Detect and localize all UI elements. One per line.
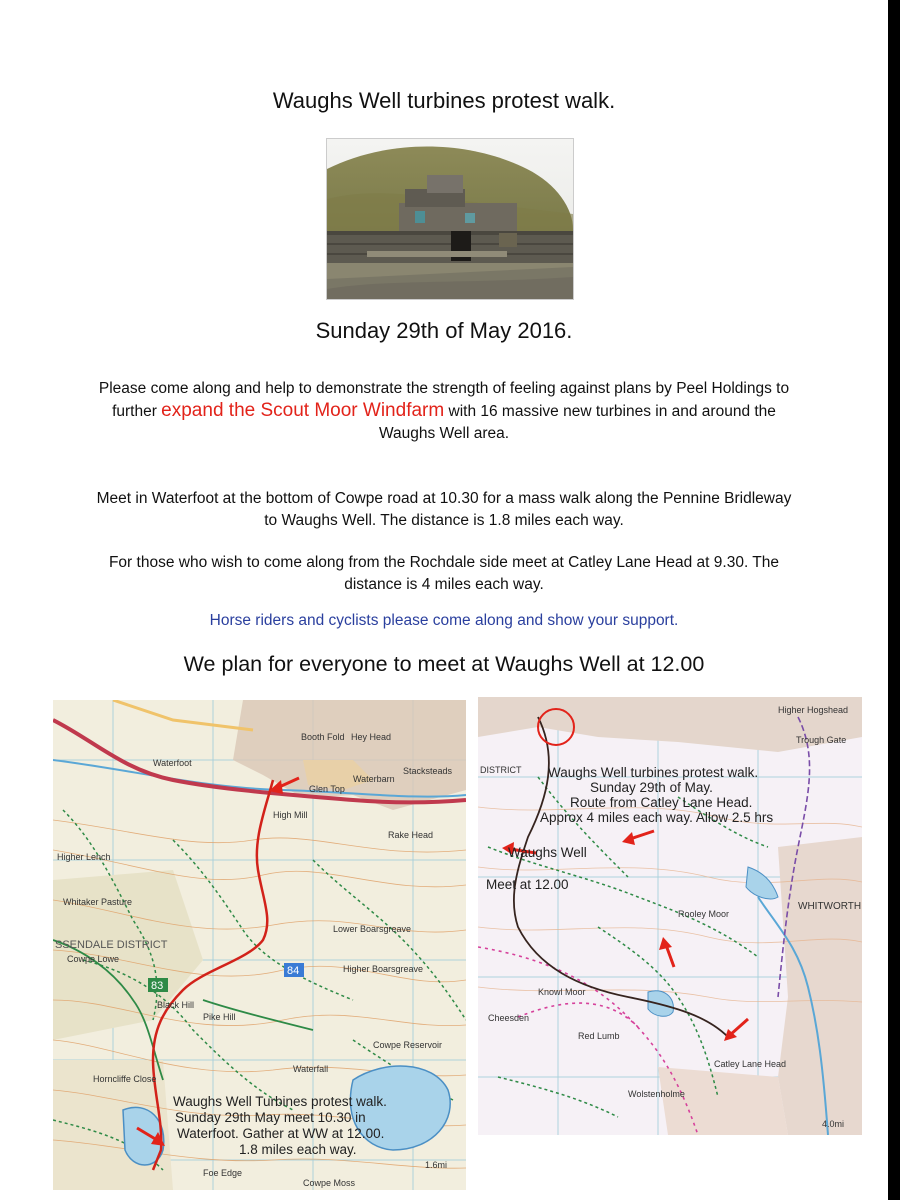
map-right-label: Cheesden: [488, 1013, 530, 1023]
annotation-line: Sunday 29th of May.: [590, 780, 713, 795]
map-right-label: Rooley Moor: [678, 909, 730, 919]
map-left-label: Whitaker Pasture: [63, 897, 133, 907]
map-left-label: Waterfall: [293, 1064, 329, 1074]
map-right-label: Red Lumb: [578, 1031, 620, 1041]
waughs-well-photo: [326, 138, 574, 300]
map-right-annotation: [540, 765, 773, 825]
intro-paragraph: [90, 378, 798, 445]
map-left-label: Waterbarn: [353, 774, 395, 784]
annotation-line: Waughs Well Turbines protest walk.: [173, 1094, 387, 1109]
map-left-label: Cowpe Lowe: [67, 954, 120, 964]
intro-text-before: Please come along and help to demonstrate the strength of feeling against plans by Peel Holdings to further: [98, 380, 790, 420]
map-left-label: Higher Boarsgreave: [343, 964, 424, 974]
waughs-well-label: Waughs Well: [508, 845, 587, 860]
annotation-line: Waughs Well turbines protest walk.: [548, 765, 759, 780]
map-right-label: Wolstenholme: [628, 1089, 685, 1099]
map-left-label: Lower Boarsgreave: [333, 924, 412, 934]
map-right-scale: 4.0mi: [822, 1119, 845, 1129]
map-right-label: Catley Lane Head: [714, 1059, 787, 1069]
map-left-label: Glen Top: [309, 784, 345, 794]
meet-time-label: Meet at 12.00: [486, 877, 569, 892]
annotation-line: Waterfoot. Gather at WW at 12.00.: [177, 1126, 385, 1141]
map-right-label: Knowl Moor: [538, 987, 586, 997]
event-date: Sunday 29th of May 2016.: [315, 318, 573, 343]
map-left-label: Hey Head: [351, 732, 392, 742]
map-right-label: WHITWORTH: [798, 901, 862, 912]
annotation-line: Route from Catley Lane Head.: [570, 795, 753, 810]
map-left-label: Pike Hill: [203, 1012, 236, 1022]
page-title: Waughs Well turbines protest walk.: [272, 88, 616, 113]
map-right-label: Higher Hogshead: [778, 705, 849, 715]
waterfoot-route-map: [53, 700, 466, 1190]
map-left-label: High Mill: [273, 810, 308, 820]
map-left-label: Booth Fold: [301, 732, 345, 742]
meet-waterfoot-paragraph: Meet in Waterfoot at the bottom of Cowpe road at 10.30 for a mass walk along the Pennine Bridleway to Waughs Well. The distance is 1.8 miles each way.: [96, 490, 792, 529]
svg-text:83: 83: [151, 980, 164, 992]
map-left-label: Higher Lench: [57, 852, 111, 862]
intro-text-after: with 16 massive new turbines in and around the Waughs Well area.: [378, 403, 776, 442]
map-left-label: Foe Edge: [203, 1168, 243, 1178]
annotation-line: Approx 4 miles each way. Allow 2.5 hrs: [540, 810, 774, 825]
annotation-line: Sunday 29th May meet 10.30 in: [175, 1110, 366, 1125]
map-right-label: Trough Gate: [796, 735, 847, 745]
map-left-label: Stacksteads: [403, 766, 453, 776]
annotation-line: 1.8 miles each way.: [239, 1142, 357, 1157]
riders-paragraph: Horse riders and cyclists please come along and show your support.: [209, 612, 679, 629]
map-left-label: Rake Head: [388, 830, 434, 840]
meeting-headline: We plan for everyone to meet at Waughs Well at 12.00: [183, 652, 705, 676]
map-left-label: Horncliffe Close: [93, 1074, 157, 1084]
catley-lane-route-map: [478, 697, 862, 1135]
map-left-label: Cowpe Moss: [303, 1178, 356, 1188]
map-left-label: Waterfoot: [153, 758, 192, 768]
map-left-scale: 1.6mi: [425, 1160, 448, 1170]
route-number-badge: 84: [287, 965, 300, 977]
map-left-label: Cowpe Reservoir: [373, 1040, 443, 1050]
map-right-label: DISTRICT: [480, 765, 522, 775]
map-left-district-label: SSENDALE DISTRICT: [55, 939, 168, 951]
meet-rochdale-paragraph: For those who wish to come along from the Rochdale side meet at Catley Lane Head at 9.30. The distance is 4 miles each way.: [108, 554, 780, 593]
intro-highlight: expand the Scout Moor Windfarm: [161, 400, 445, 421]
map-left-label: Black Hill: [157, 1000, 195, 1010]
